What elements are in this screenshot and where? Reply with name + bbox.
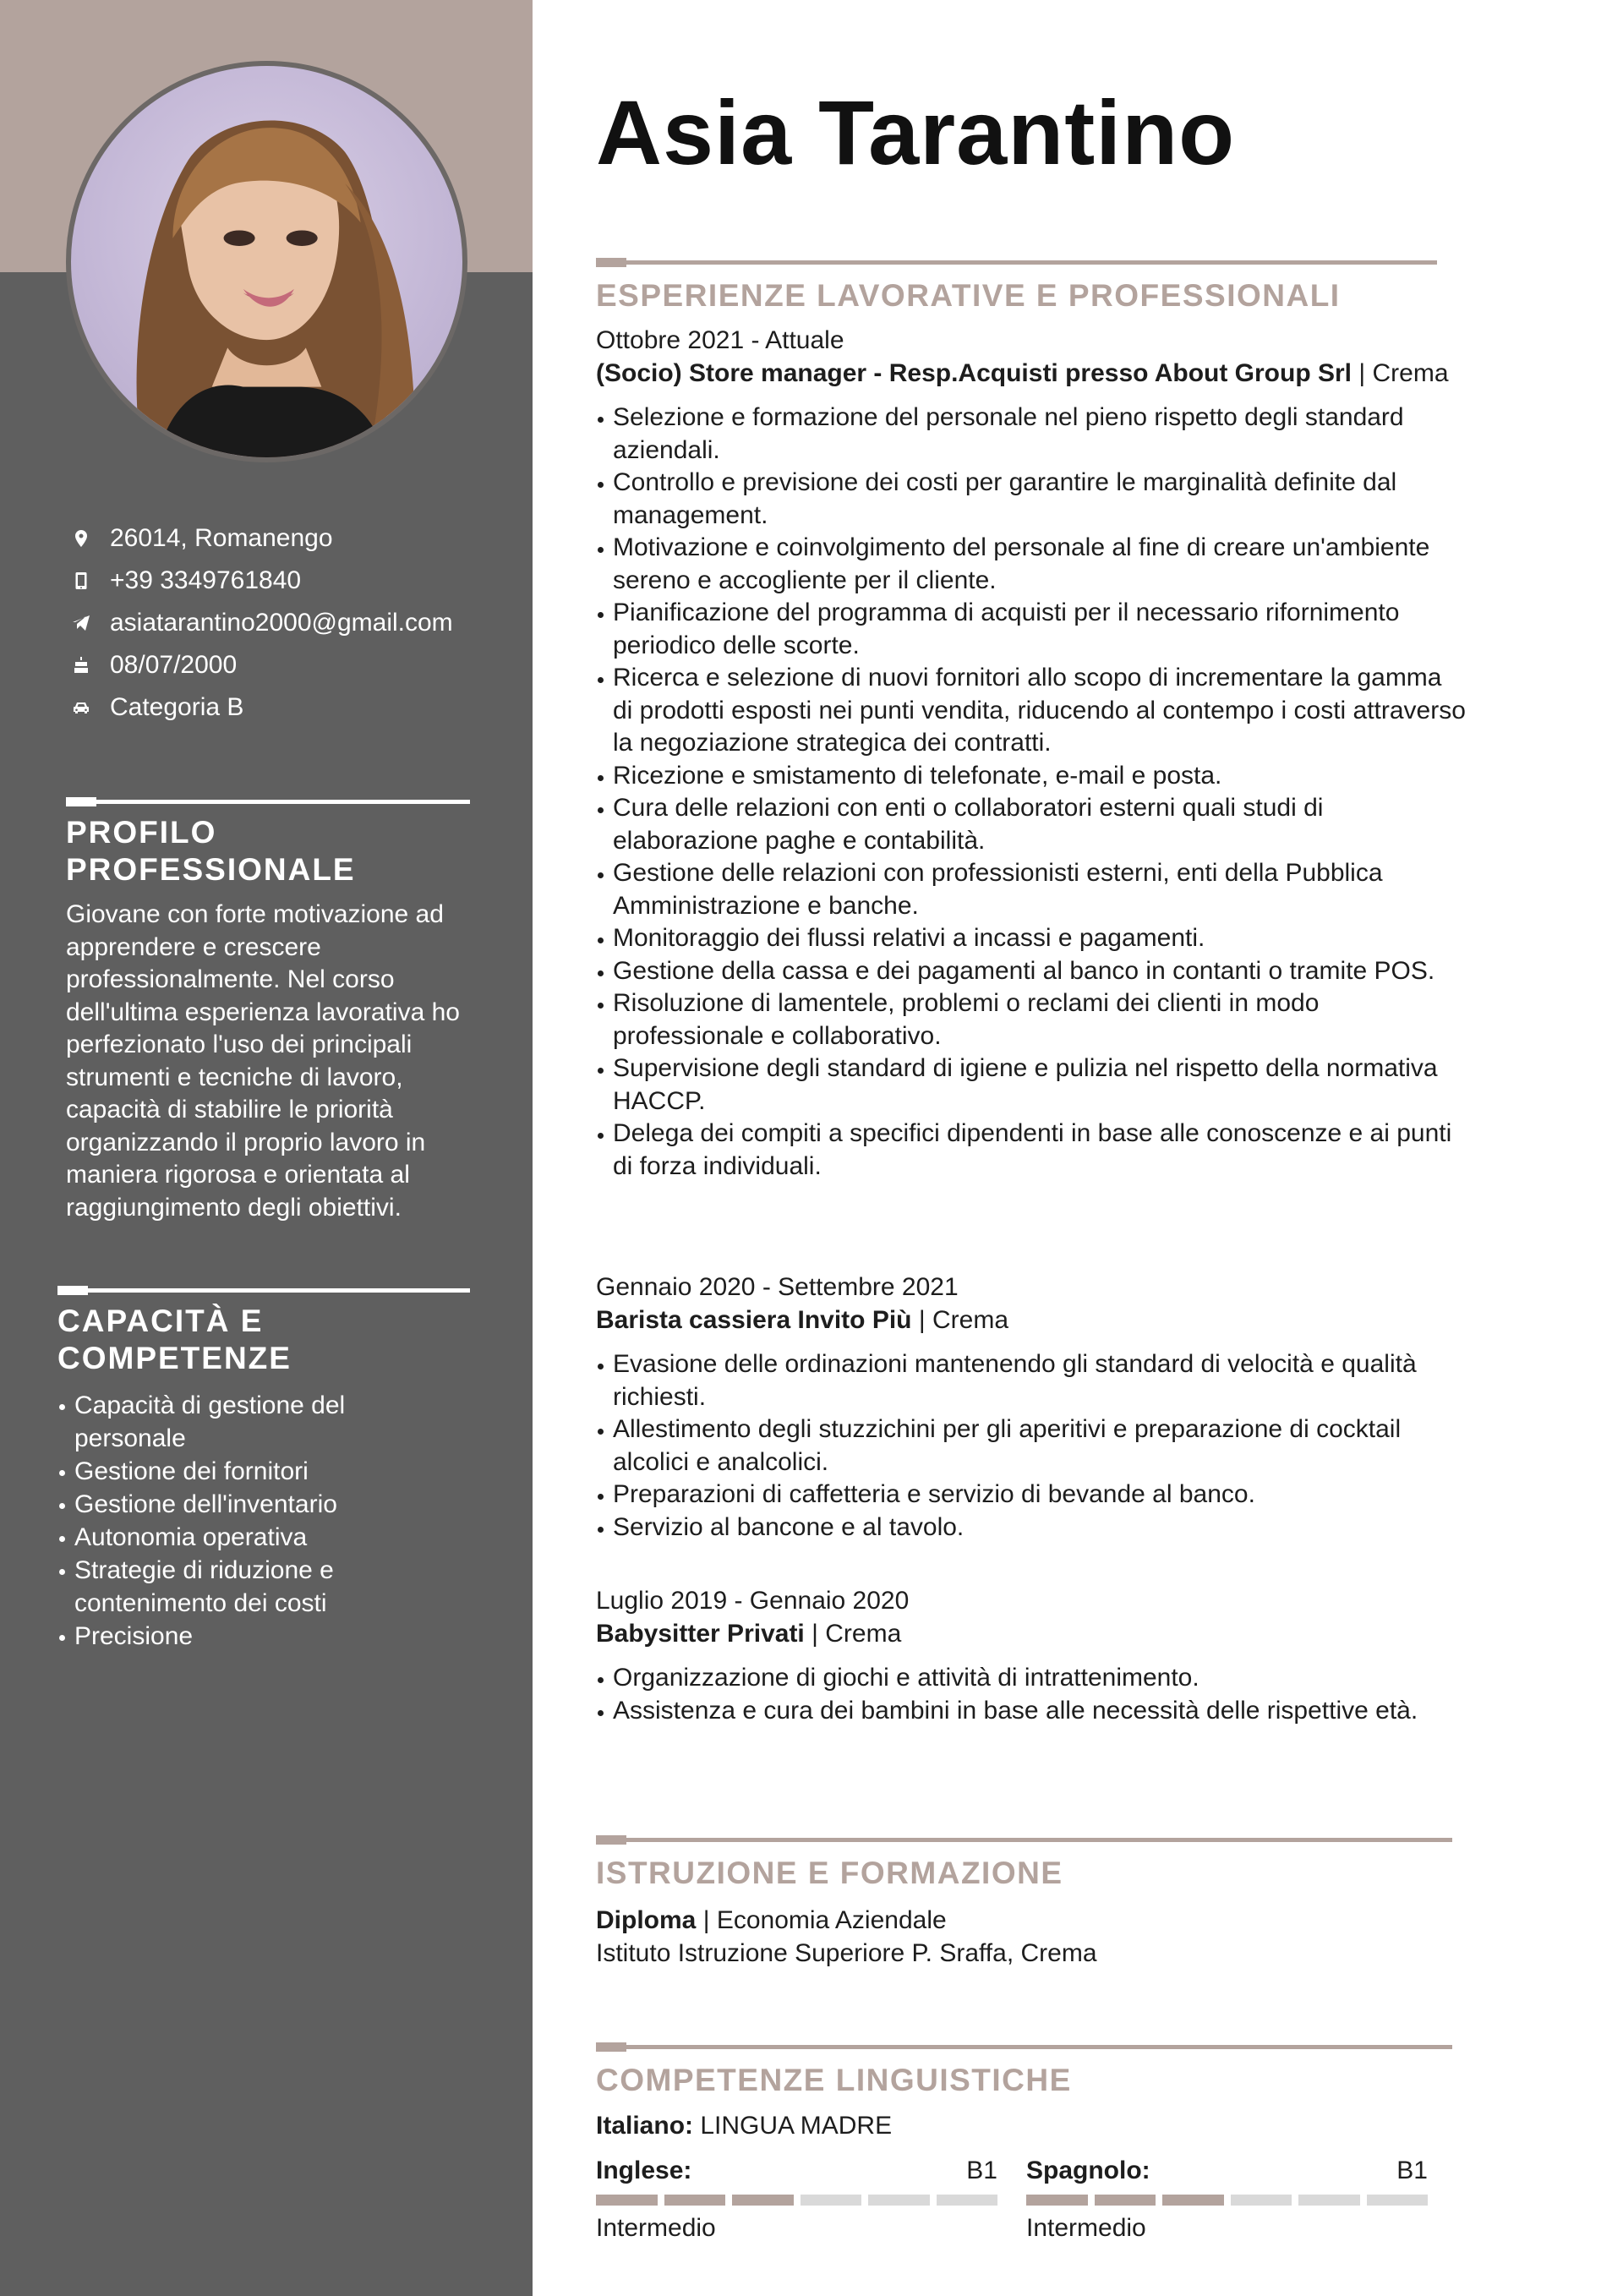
language-name: Spagnolo: xyxy=(1026,2157,1150,2184)
job-place: Crema xyxy=(1372,358,1449,387)
portrait-illustration xyxy=(71,66,462,457)
contact-list xyxy=(66,517,489,729)
job-place: Crema xyxy=(932,1305,1008,1334)
job-bullet: Servizio al bancone e al tavolo. xyxy=(596,1512,1467,1544)
language-level-bar xyxy=(1026,2195,1428,2206)
job-bullet: Pianificazione del programma di acquisti per il necessario rifornimento periodico delle scorte. xyxy=(596,597,1467,662)
language-level-segment xyxy=(937,2195,998,2206)
contact-email xyxy=(66,602,489,644)
language-level-bar xyxy=(596,2195,997,2206)
native-language-value: LINGUA MADRE xyxy=(700,2112,893,2140)
job-bullet: Gestione della cassa e dei pagamenti al banco in contanti o tramite POS. xyxy=(596,955,1467,988)
job-separator: | xyxy=(804,1619,826,1648)
language-code: B1 xyxy=(966,2157,997,2184)
skill-item: Strategie di riduzione e contenimento dei costi xyxy=(57,1554,413,1620)
profile-heading xyxy=(66,814,356,888)
language-code: B1 xyxy=(1396,2157,1428,2184)
job-bullet: Supervisione degli standard di igiene e pulizia nel rispetto della normativa HACCP. xyxy=(596,1052,1467,1118)
job-bullets xyxy=(596,1662,1467,1727)
job-title xyxy=(596,358,1467,391)
profile-heading-line2: PROFESSIONALE xyxy=(66,852,356,887)
contact-email-text[interactable]: asiatarantino2000@gmail.com xyxy=(110,609,453,637)
language-level-text: Intermedio xyxy=(596,2214,716,2242)
education-degree: Diploma xyxy=(596,1906,697,1934)
skills-list xyxy=(57,1389,413,1653)
contact-birthdate xyxy=(66,644,489,686)
native-language xyxy=(596,2112,892,2140)
language-level-segment xyxy=(1162,2195,1224,2206)
job-bullet: Monitoraggio dei flussi relativi a incassi e pagamenti. xyxy=(596,922,1467,955)
language-level-segment xyxy=(664,2195,726,2206)
job-entry-3 xyxy=(596,1585,1467,1727)
education-entry xyxy=(596,1904,1097,1970)
languages-divider xyxy=(596,2045,1452,2049)
language-level-segment xyxy=(1367,2195,1429,2206)
job-period: Ottobre 2021 - Attuale xyxy=(596,326,844,354)
sidebar xyxy=(0,0,533,2296)
skill-item: Gestione dei fornitori xyxy=(57,1455,413,1488)
language-spanish xyxy=(1026,2154,1428,2243)
job-bullet: Delega dei compiti a specifici dipendenti in base alle conoscenze e ai punti di forza individuali. xyxy=(596,1118,1467,1183)
job-title xyxy=(596,1304,1467,1337)
job-bullet: Assistenza e cura dei bambini in base alle necessità delle rispettive età. xyxy=(596,1695,1467,1728)
skills-heading-line1: CAPACITÀ E xyxy=(57,1304,264,1338)
contact-birthdate-text: 08/07/2000 xyxy=(110,651,238,679)
language-level-segment xyxy=(732,2195,794,2206)
skill-item: Precisione xyxy=(57,1620,413,1653)
language-english xyxy=(596,2154,997,2243)
job-bullets xyxy=(596,402,1467,1183)
candidate-name: Asia Tarantino xyxy=(596,81,1236,183)
contact-phone xyxy=(66,560,489,602)
job-bullet: Allestimento degli stuzzichini per gli aperitivi e preparazione di cocktail alcolici e analcolici. xyxy=(596,1413,1467,1479)
profile-divider xyxy=(66,800,470,804)
education-heading: ISTRUZIONE E FORMAZIONE xyxy=(596,1856,1063,1890)
job-bullet: Ricerca e selezione di nuovi fornitori allo scopo di incrementare la gamma di prodotti esposti nei punti vendita, riducendo al contempo i costi attraverso la negoziazione strategica dei contratti. xyxy=(596,662,1467,760)
birthday-cake-icon xyxy=(66,653,96,678)
language-level-segment xyxy=(1095,2195,1156,2206)
skills-heading-line2: COMPETENZE xyxy=(57,1341,292,1375)
job-separator: | xyxy=(911,1305,932,1334)
language-level-segment xyxy=(1231,2195,1292,2206)
education-school: Istituto Istruzione Superiore P. Sraffa, Crema xyxy=(596,1939,1097,1967)
skill-item: Gestione dell'inventario xyxy=(57,1488,413,1521)
contact-location xyxy=(66,517,489,560)
job-bullet: Selezione e formazione del personale nel pieno rispetto degli standard aziendali. xyxy=(596,402,1467,467)
job-role: Babysitter Privati xyxy=(596,1619,805,1648)
contact-license xyxy=(66,686,489,729)
education-degree-line xyxy=(596,1904,1097,1937)
paper-plane-icon xyxy=(66,610,96,636)
education-field: Economia Aziendale xyxy=(716,1906,947,1934)
language-level-segment xyxy=(1026,2195,1088,2206)
job-separator: | xyxy=(1352,358,1373,387)
job-period: Gennaio 2020 - Settembre 2021 xyxy=(596,1273,959,1301)
job-bullet: Cura delle relazioni con enti o collaboratori esterni quali studi di elaborazione paghe e contabilità. xyxy=(596,792,1467,857)
profile-text: Giovane con forte motivazione ad apprendere e crescere professionalmente. Nel corso dell'ultima esperienza lavorativa ho perfezionato l'uso dei principali strumenti e tecniche di lavoro, capacità di stabilire le priorità organizzando il proprio lavoro in maniera rigorosa e orientata al raggiungimento degli obiettivi. xyxy=(66,900,460,1222)
language-level-segment xyxy=(596,2195,658,2206)
experience-heading: ESPERIENZE LAVORATIVE E PROFESSIONALI xyxy=(596,278,1341,313)
contact-license-text: Categoria B xyxy=(110,693,244,721)
language-level-segment xyxy=(868,2195,930,2206)
skill-item: Autonomia operativa xyxy=(57,1521,413,1554)
job-bullet: Gestione delle relazioni con professionisti esterni, enti della Pubblica Amministrazione e banche. xyxy=(596,857,1467,922)
language-level-text: Intermedio xyxy=(1026,2214,1146,2242)
job-period: Luglio 2019 - Gennaio 2020 xyxy=(596,1587,910,1615)
languages-heading: COMPETENZE LINGUISTICHE xyxy=(596,2063,1072,2097)
job-bullet: Motivazione e coinvolgimento del personale al fine di creare un'ambiente sereno e accogliente per il cliente. xyxy=(596,532,1467,597)
job-title xyxy=(596,1618,1467,1651)
job-place: Crema xyxy=(825,1619,902,1648)
job-bullet: Ricezione e smistamento di telefonate, e-mail e posta. xyxy=(596,760,1467,793)
job-role: Barista cassiera Invito Più xyxy=(596,1305,912,1334)
language-level-segment xyxy=(1298,2195,1360,2206)
job-entry-1 xyxy=(596,325,1467,1183)
phone-icon xyxy=(66,568,96,593)
native-language-label: Italiano: xyxy=(596,2112,694,2140)
job-bullet: Controllo e previsione dei costi per garantire le marginalità definite dal management. xyxy=(596,467,1467,532)
profile-heading-line1: PROFILO xyxy=(66,815,217,850)
skills-divider xyxy=(57,1288,470,1293)
location-pin-icon xyxy=(66,526,96,551)
education-separator: | xyxy=(696,1906,717,1934)
job-bullet: Evasione delle ordinazioni mantenendo gli standard di velocità e qualità richiesti. xyxy=(596,1348,1467,1413)
contact-location-text: 26014, Romanengo xyxy=(110,524,333,552)
job-entry-2 xyxy=(596,1271,1467,1544)
language-level-segment xyxy=(801,2195,862,2206)
language-name: Inglese: xyxy=(596,2157,692,2184)
job-bullet: Risoluzione di lamentele, problemi o reclami dei clienti in modo professionale e collaborativo. xyxy=(596,987,1467,1052)
experience-divider xyxy=(596,260,1437,265)
contact-phone-text[interactable]: +39 3349761840 xyxy=(110,566,302,594)
job-bullet: Organizzazione di giochi e attività di intrattenimento. xyxy=(596,1662,1467,1695)
profile-photo xyxy=(66,61,467,462)
job-bullets xyxy=(596,1348,1467,1544)
job-bullet: Preparazioni di caffetteria e servizio di bevande al banco. xyxy=(596,1479,1467,1512)
education-divider xyxy=(596,1838,1452,1842)
job-role: (Socio) Store manager - Resp.Acquisti presso About Group Srl xyxy=(596,358,1352,387)
skills-heading xyxy=(57,1303,292,1377)
car-icon xyxy=(66,695,96,720)
skill-item: Capacità di gestione del personale xyxy=(57,1389,413,1455)
